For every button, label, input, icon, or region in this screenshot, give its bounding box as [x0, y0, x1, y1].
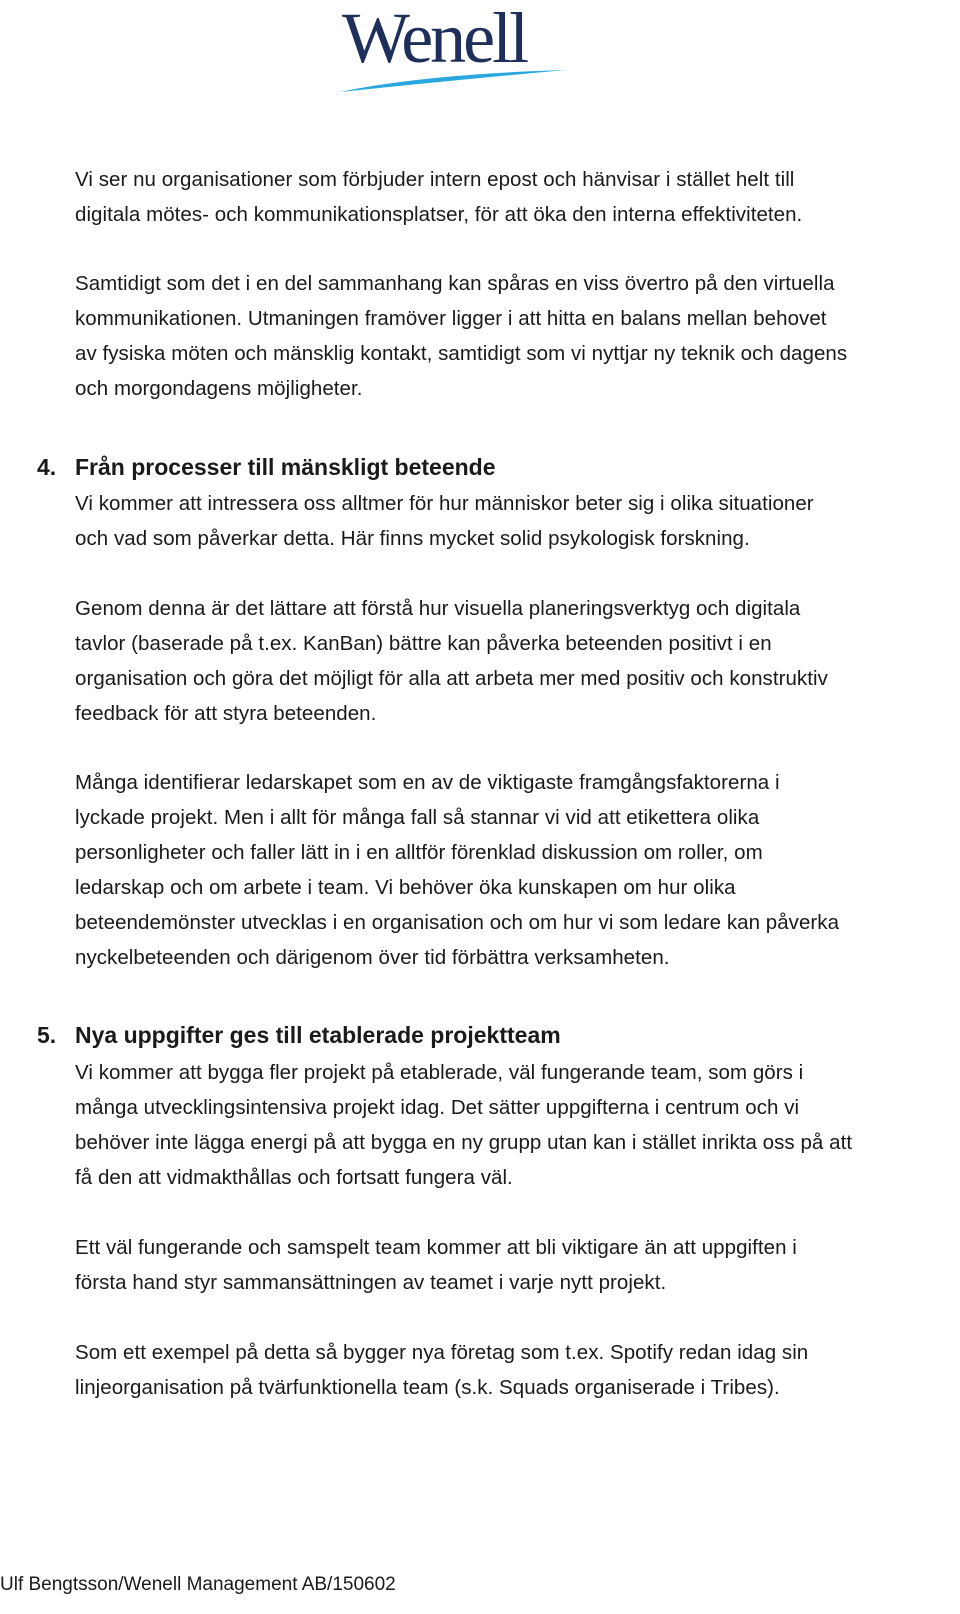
- text-line: personligheter och faller lätt in i en alltför förenklad diskussion om roller, om: [75, 841, 763, 864]
- text-line: linjeorganisation på tvärfunktionella team (s.k. Squads organiserade i Tribes).: [75, 1376, 780, 1399]
- text-line: feedback för att styra beteenden.: [75, 702, 377, 725]
- text-line: Ett väl fungerande och samspelt team kommer att bli viktigare än att uppgiften i: [75, 1236, 797, 1259]
- section-title: Från processer till mänskligt beteende: [75, 454, 496, 480]
- paragraph-2: [75, 266, 945, 406]
- text-line: nyckelbeteenden och därigenom över tid förbättra verksamheten.: [75, 946, 670, 969]
- text-line: av fysiska möten och mänsklig kontakt, samtidigt som vi nyttjar ny teknik och dagens: [75, 342, 848, 365]
- paragraph-6: [75, 1055, 945, 1195]
- text-line: många utvecklingsintensiva projekt idag. Det sätter uppgifterna i centrum och vi: [75, 1096, 800, 1119]
- text-line: Genom denna är det lättare att förstå hur visuella planeringsverktyg och digitala: [75, 597, 801, 620]
- paragraph-3: [75, 486, 945, 556]
- text-line: och morgondagens möjligheter.: [75, 377, 363, 400]
- text-line: Vi kommer att bygga fler projekt på etablerade, väl fungerande team, som görs i: [75, 1061, 804, 1084]
- logo-text: Wenell: [342, 0, 527, 78]
- paragraph-8: [75, 1335, 945, 1405]
- page-footer: Ulf Bengtsson/Wenell Management AB/150602: [0, 1574, 396, 1595]
- text-line: Som ett exempel på detta så bygger nya företag som t.ex. Spotify redan idag sin: [75, 1341, 809, 1364]
- section-heading-5: [37, 1020, 561, 1050]
- text-line: och vad som påverkar detta. Här finns mycket solid psykologisk forskning.: [75, 527, 750, 550]
- paragraph-7: [75, 1230, 945, 1300]
- paragraph-1: [75, 162, 945, 232]
- text-line: få den att vidmakthållas och fortsatt fungera väl.: [75, 1166, 513, 1189]
- text-line: Samtidigt som det i en del sammanhang kan spåras en viss övertro på den virtuella: [75, 272, 835, 295]
- text-line: organisation och göra det möjligt för alla att arbeta mer med positiv och konstruktiv: [75, 667, 828, 690]
- text-line: behöver inte lägga energi på att bygga en ny grupp utan kan i stället inrikta oss på att: [75, 1131, 853, 1154]
- section-number: 5.: [37, 1022, 57, 1048]
- section-heading-4: [37, 452, 496, 482]
- text-line: beteendemönster utvecklas i en organisation och om hur vi som ledare kan påverka: [75, 911, 840, 934]
- text-line: Många identifierar ledarskapet som en av de viktigaste framgångsfaktorerna i: [75, 771, 780, 794]
- text-line: lyckade projekt. Men i allt för många fall så stannar vi vid att etikettera olika: [75, 806, 760, 829]
- section-number: 4.: [37, 454, 57, 480]
- text-line: Vi kommer att intressera oss alltmer för hur människor beter sig i olika situationer: [75, 492, 814, 515]
- paragraph-4: [75, 591, 945, 731]
- text-line: ledarskap och om arbete i team. Vi behöver öka kunskapen om hur olika: [75, 876, 736, 899]
- text-line: digitala mötes- och kommunikationsplatser, för att öka den interna effektiviteten.: [75, 203, 803, 226]
- text-line: första hand styr sammansättningen av teamet i varje nytt projekt.: [75, 1271, 667, 1294]
- text-line: tavlor (baserade på t.ex. KanBan) bättre kan påverka beteenden positivt i en: [75, 632, 772, 655]
- paragraph-5: [75, 765, 945, 975]
- text-line: kommunikationen. Utmaningen framöver ligger i att hitta en balans mellan behovet: [75, 307, 827, 330]
- wenell-logo: [336, 0, 576, 100]
- text-line: Vi ser nu organisationer som förbjuder intern epost och hänvisar i stället helt till: [75, 168, 795, 191]
- section-title: Nya uppgifter ges till etablerade projektteam: [75, 1022, 561, 1048]
